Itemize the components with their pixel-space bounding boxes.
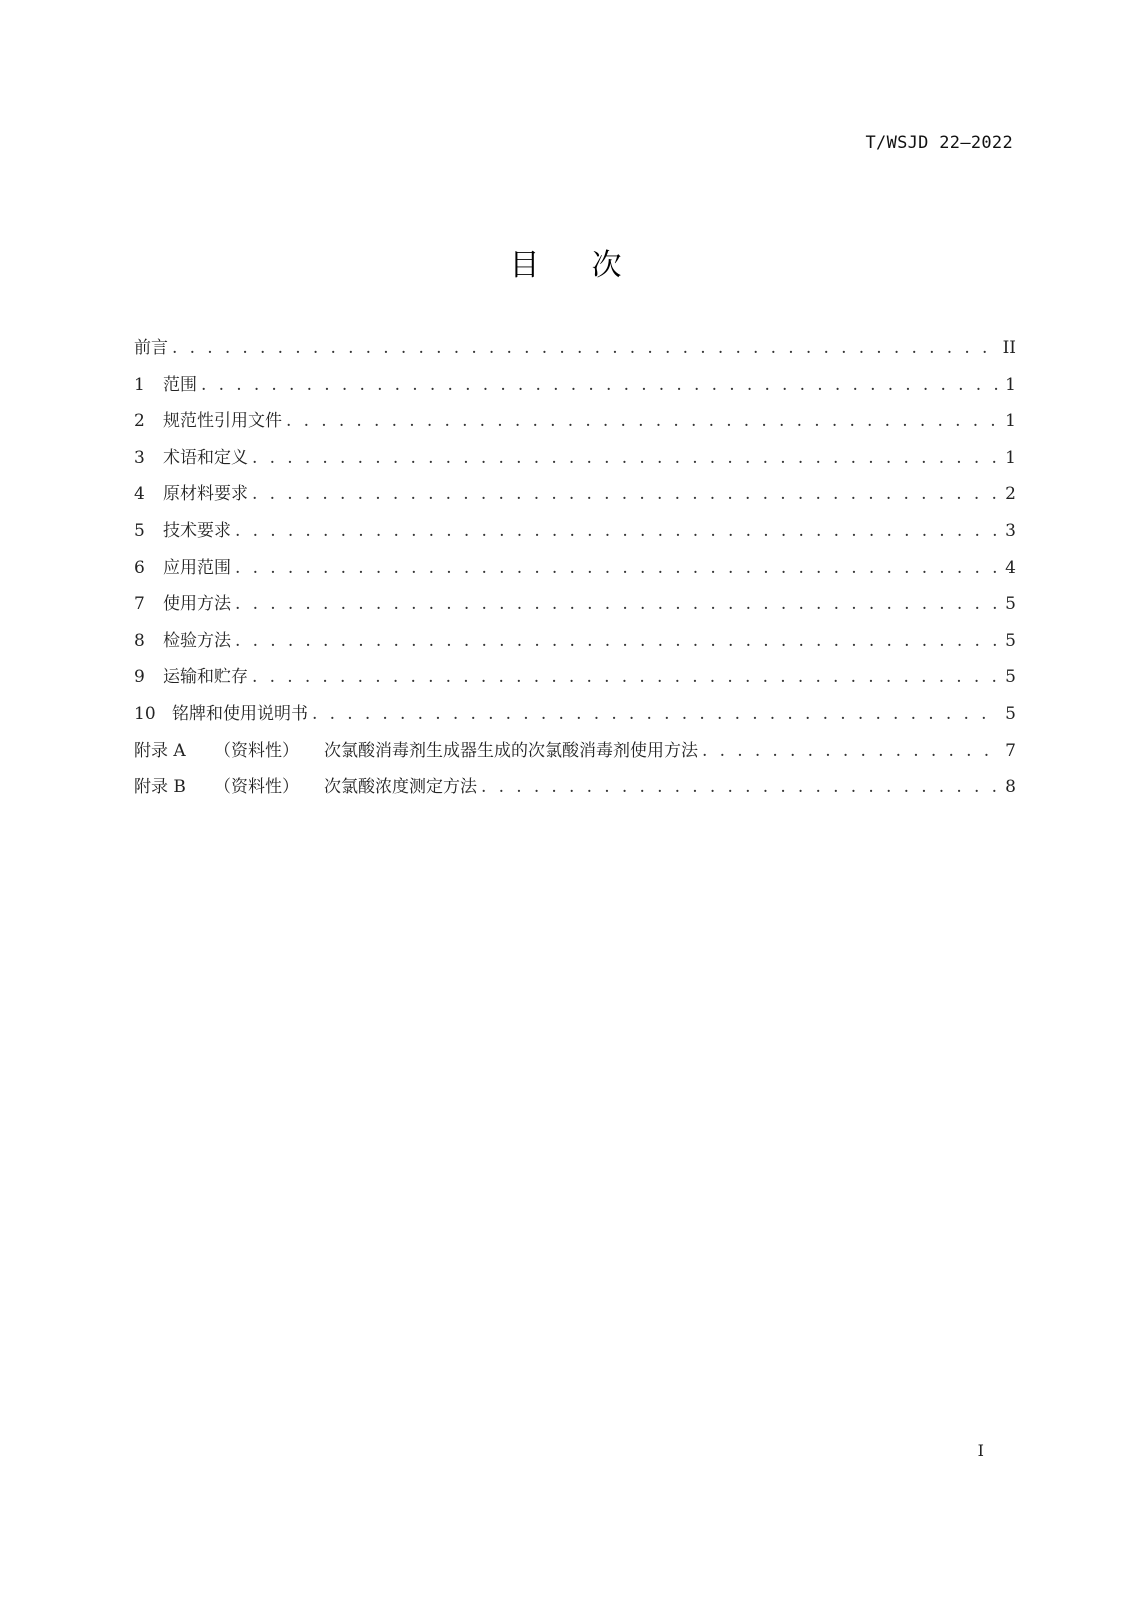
toc-entry-7[interactable] — [134, 589, 1016, 626]
toc-leader-dots — [252, 479, 998, 509]
toc-leader-dots — [702, 736, 998, 766]
toc-leader-dots — [312, 699, 998, 729]
toc-entry-page: 1 — [1005, 411, 1016, 432]
toc-entry-6[interactable] — [134, 553, 1016, 590]
toc-entry-number: 6 — [134, 557, 145, 578]
toc-leader-dots — [235, 589, 998, 619]
toc-leader-dots — [235, 626, 998, 656]
toc-entry-label: 使用方法 — [163, 594, 231, 615]
toc-entry-page: 1 — [1005, 374, 1016, 395]
toc-entry-label: 术语和定义 — [163, 447, 248, 468]
toc-entry-number: 7 — [134, 594, 145, 615]
toc-entry-10[interactable] — [134, 699, 1016, 736]
toc-entry-page: 2 — [1005, 484, 1016, 505]
toc-appendix-category: （资料性） — [214, 777, 299, 798]
toc-entry-label: 次氯酸浓度测定方法 — [324, 777, 477, 798]
toc-entry-page: 4 — [1005, 557, 1016, 578]
toc-entry-page: 5 — [1005, 630, 1016, 651]
toc-entry-5[interactable] — [134, 516, 1016, 553]
toc-entry-label: 检验方法 — [163, 630, 231, 651]
toc-appendix-category: （资料性） — [214, 740, 299, 761]
toc-entry-label: 次氯酸消毒剂生成器生成的次氯酸消毒剂使用方法 — [324, 740, 698, 761]
table-of-contents — [134, 333, 1016, 809]
toc-entry-appendix-b[interactable] — [134, 772, 1016, 809]
page-number: I — [977, 1441, 984, 1460]
toc-entry-page: 5 — [1005, 703, 1016, 724]
toc-entry-page: 3 — [1005, 520, 1016, 541]
toc-entry-label: 运输和贮存 — [163, 667, 248, 688]
toc-entry-number: 9 — [134, 667, 145, 688]
toc-entry-4[interactable] — [134, 479, 1016, 516]
toc-entry-label: 应用范围 — [163, 557, 231, 578]
toc-leader-dots — [252, 443, 998, 473]
toc-appendix-number: 附录 B — [134, 777, 186, 798]
toc-entry-label: 铭牌和使用说明书 — [172, 703, 308, 724]
toc-entry-number: 3 — [134, 447, 145, 468]
toc-entry-number: 10 — [134, 703, 156, 724]
toc-entry-appendix-a[interactable] — [134, 736, 1016, 773]
toc-entry-page: 1 — [1005, 447, 1016, 468]
toc-entry-page: 8 — [1005, 777, 1016, 798]
title-char-2: 次 — [591, 248, 622, 283]
toc-appendix-number: 附录 A — [134, 740, 186, 761]
toc-entry-page: 5 — [1005, 667, 1016, 688]
toc-entry-number: 2 — [134, 411, 145, 432]
document-number: T/WSJD 22—2022 — [865, 133, 1013, 153]
title-char-1: 目 — [509, 248, 540, 283]
toc-entry-label: 规范性引用文件 — [163, 411, 282, 432]
toc-entry-label: 范围 — [163, 374, 197, 395]
toc-leader-dots — [201, 370, 998, 400]
toc-entry-9[interactable] — [134, 662, 1016, 699]
toc-entry-page: 5 — [1005, 594, 1016, 615]
toc-entry-2[interactable] — [134, 406, 1016, 443]
toc-entry-3[interactable] — [134, 443, 1016, 480]
toc-entry-page: 7 — [1005, 740, 1016, 761]
toc-leader-dots — [252, 662, 998, 692]
toc-entry-number: 1 — [134, 374, 145, 395]
toc-leader-dots — [481, 772, 998, 802]
toc-entry-number: 4 — [134, 484, 145, 505]
toc-entry-number: 8 — [134, 630, 145, 651]
toc-entry-label: 技术要求 — [163, 520, 231, 541]
toc-entry-number: 5 — [134, 520, 145, 541]
toc-leader-dots — [235, 553, 998, 583]
toc-leader-dots — [172, 333, 997, 363]
toc-leader-dots — [235, 516, 998, 546]
toc-entry-label: 原材料要求 — [163, 484, 248, 505]
toc-entry-label: 前言 — [134, 338, 168, 358]
toc-leader-dots — [286, 406, 998, 436]
toc-entry-foreword[interactable] — [134, 333, 1016, 370]
toc-entry-1[interactable] — [134, 370, 1016, 407]
page-title — [0, 240, 1131, 284]
toc-entry-page: II — [1002, 338, 1016, 358]
toc-entry-8[interactable] — [134, 626, 1016, 663]
